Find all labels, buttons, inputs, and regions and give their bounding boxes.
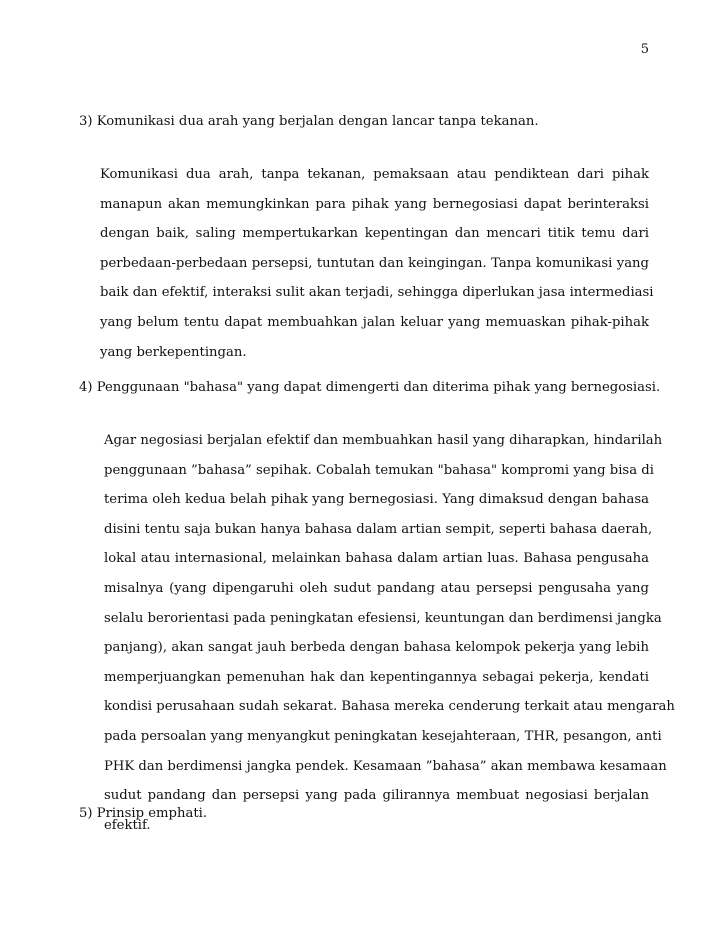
section-heading-3: 3) Komunikasi dua arah yang berjalan dengan lancar tanpa tekanan. (79, 114, 539, 129)
paragraph-line: pada persoalan yang menyangkut peningkatan kesejahteraan, THR, pesangon, anti (104, 728, 662, 744)
paragraph-line: perbedaan-perbedaan persepsi, tuntutan dan keingingan. Tanpa komunikasi yang (100, 255, 649, 271)
paragraph-line: yang belum tentu dapat membuahkan jalan keluar yang memuaskan pihak-pihak (100, 314, 649, 330)
paragraph-line: dengan baik, saling mempertukarkan kepentingan dan mencari titik temu dari (100, 226, 649, 242)
paragraph-line: disini tentu saja bukan hanya bahasa dalam artian sempit, seperti bahasa daerah, (104, 521, 653, 537)
page-number: 5 (640, 42, 649, 57)
paragraph-line: panjang), akan sangat jauh berbeda dengan bahasa kelompok pekerja yang lebih (104, 640, 649, 656)
paragraph-line: efektif. (104, 817, 151, 833)
paragraph-line: penggunaan ”bahasa” sepihak. Cobalah temukan "bahasa" kompromi yang bisa di (104, 462, 654, 478)
paragraph-line: kondisi perusahaan sudah sekarat. Bahasa mereka cenderung terkait atau mengarah (104, 699, 675, 715)
section-heading-5: 5) Prinsip emphati. (79, 806, 208, 821)
section-paragraph-3 (100, 160, 654, 367)
paragraph-line: lokal atau internasional, melainkan bahasa dalam artian luas. Bahasa pengusaha (104, 551, 649, 567)
paragraph-line: yang berkepentingan. (100, 344, 247, 360)
paragraph-line: terima oleh kedua belah pihak yang bernegosiasi. Yang dimaksud dengan bahasa (104, 492, 649, 508)
paragraph-line: misalnya (yang dipengaruhi oleh sudut pandang atau persepsi pengusaha yang (104, 580, 649, 596)
paragraph-line: baik dan efektif, interaksi sulit akan terjadi, sehingga diperlukan jasa intermediasi (100, 285, 654, 301)
section-paragraph-4 (104, 426, 675, 840)
paragraph-line: Komunikasi dua arah, tanpa tekanan, pemaksaan atau pendiktean dari pihak (100, 167, 649, 182)
paragraph-line: sudut pandang dan persepsi yang pada gilirannya membuat negosiasi berjalan (104, 788, 649, 804)
paragraph-line: PHK dan berdimensi jangka pendek. Kesamaan ”bahasa” akan membawa kesamaan (104, 758, 667, 774)
section-heading-4: 4) Penggunaan "bahasa" yang dapat dimengerti dan diterima pihak yang bernegosiasi. (79, 380, 661, 395)
paragraph-line: selalu berorientasi pada peningkatan efesiensi, keuntungan dan berdimensi jangka (104, 610, 662, 626)
paragraph-line: manapun akan memungkinkan para pihak yang bernegosiasi dapat berinteraksi (100, 196, 649, 212)
paragraph-line: memperjuangkan pemenuhan hak dan kepentingannya sebagai pekerja, kendati (104, 669, 649, 685)
paragraph-line: Agar negosiasi berjalan efektif dan membuahkan hasil yang diharapkan, hindarilah (104, 433, 663, 448)
